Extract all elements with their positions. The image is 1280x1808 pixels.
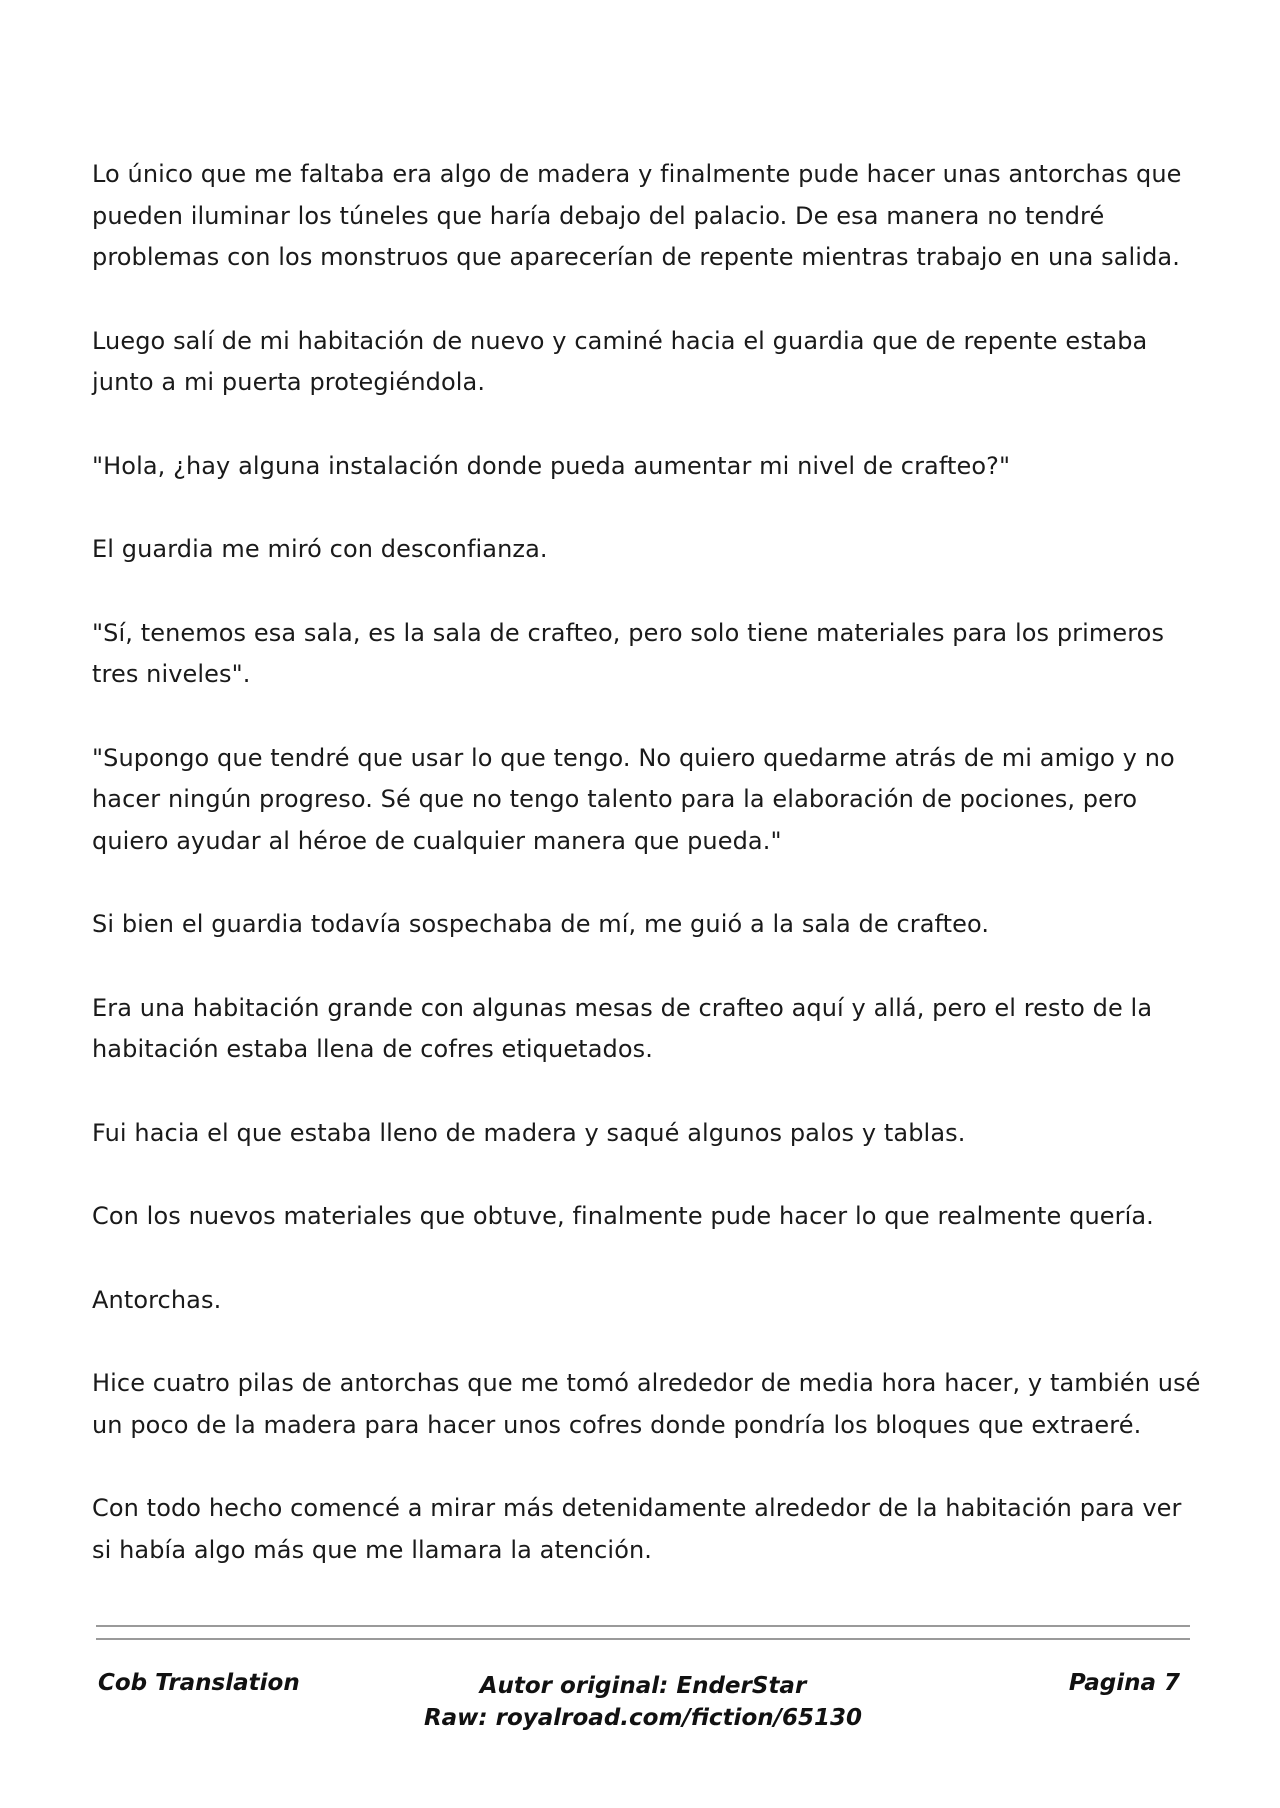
paragraph: Fui hacia el que estaba lleno de madera y saqué algunos palos y tablas. <box>92 1118 966 1147</box>
raw-source: Raw: royalroad.com/fiction/65130 <box>423 1705 863 1731</box>
paragraph: Hice cuatro pilas de antorchas que me tomó alrededor de media hora hacer, y también usé un poco de la madera para hacer unos cofres donde pondría los bloques que extraeré. <box>92 1369 1201 1439</box>
divider-line <box>96 1625 1190 1627</box>
paragraph: Luego salí de mi habitación de nuevo y caminé hacia el guardia que de repente estaba junto a mi puerta protegiéndola. <box>92 326 1148 396</box>
paragraph: Con los nuevos materiales que obtuve, finalmente pude hacer lo que realmente quería. <box>92 1202 1154 1230</box>
paragraph: Si bien el guardia todavía sospechaba de mí, me guió a la sala de crafteo. <box>92 910 990 938</box>
footer-divider <box>96 1625 1190 1651</box>
paragraph: Con todo hecho comencé a mirar más detenidamente alrededor de la habitación para ver si había algo más que me llamara la atención. <box>92 1494 1182 1564</box>
paragraph: Antorchas. <box>92 1285 222 1314</box>
author-credit <box>96 1670 1190 1734</box>
translator-credit: Cob Translation <box>98 1670 300 1696</box>
paragraph: Lo único que me faltaba era algo de madera y finalmente pude hacer unas antorchas que pueden iluminar los túneles que haría debajo del palacio. De esa manera no tendré problemas con los monstruos que aparecerían de repente mientras trabajo en una salida. <box>92 160 1182 271</box>
page-number: Pagina 7 <box>1068 1670 1180 1696</box>
chapter-body <box>92 154 1202 1613</box>
paragraph: Era una habitación grande con algunas mesas de crafteo aquí y allá, pero el resto de la habitación estaba llena de cofres etiquetados. <box>92 993 1153 1063</box>
paragraph: "Supongo que tendré que usar lo que tengo. No quiero quedarme atrás de mi amigo y no hacer ningún progreso. Sé que no tengo talento para la elaboración de pociones, pero quiero ayudar al héroe de cualquier manera que pueda." <box>92 743 1175 855</box>
paragraph: El guardia me miró con desconfianza. <box>92 535 548 563</box>
paragraph: "Sí, tenemos esa sala, es la sala de crafteo, pero solo tiene materiales para los primeros tres niveles". <box>92 618 1165 688</box>
paragraph: "Hola, ¿hay alguna instalación donde pueda aumentar mi nivel de crafteo?" <box>92 451 1011 480</box>
original-author: Autor original: EnderStar <box>479 1673 807 1699</box>
divider-line <box>96 1638 1190 1640</box>
